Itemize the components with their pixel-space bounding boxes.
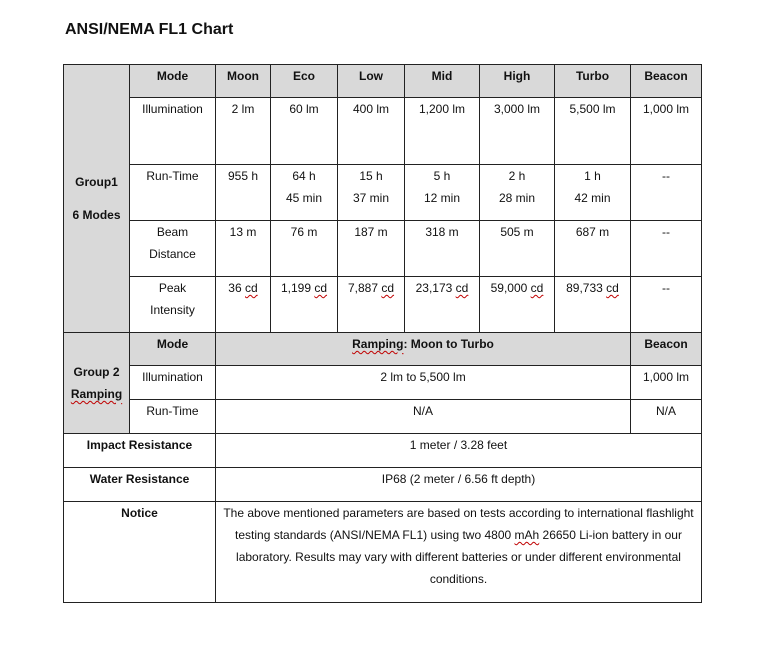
beam-beacon: -- <box>631 221 702 277</box>
runtime-beacon: -- <box>631 165 702 221</box>
peak-high: 59,000 cd <box>480 277 555 333</box>
notice-row <box>64 502 702 603</box>
peak-eco: 1,199 cd <box>271 277 338 333</box>
mode-beacon: Beacon <box>631 65 702 98</box>
runtime-eco: 64 h 45 min <box>271 165 338 221</box>
peak-low: 7,887 cd <box>338 277 405 333</box>
group2-label: Group 2 Ramping <box>64 333 130 434</box>
group2-illumination-row <box>64 366 702 400</box>
page-title: ANSI/NEMA FL1 Chart <box>65 21 234 38</box>
beam-high: 505 m <box>480 221 555 277</box>
water-value: IP68 (2 meter / 6.56 ft depth) <box>216 468 702 502</box>
runtime-mid: 5 h 12 min <box>405 165 480 221</box>
group2-illumination-range: 2 lm to 5,500 lm <box>216 366 631 400</box>
notice-label: Notice <box>64 502 216 603</box>
illumination-mid: 1,200 lm <box>405 98 480 165</box>
illumination-label: Illumination <box>130 98 216 165</box>
impact-label: Impact Resistance <box>64 434 216 468</box>
fl1-spec-table <box>63 64 702 603</box>
illumination-low: 400 lm <box>338 98 405 165</box>
beam-moon: 13 m <box>216 221 271 277</box>
runtime-label: Run-Time <box>130 165 216 221</box>
mode-eco: Eco <box>271 65 338 98</box>
illumination-turbo: 5,500 lm <box>555 98 631 165</box>
beam-turbo: 687 m <box>555 221 631 277</box>
runtime-moon: 955 h <box>216 165 271 221</box>
mode-header: Mode <box>130 65 216 98</box>
group2-mode-header: Mode <box>130 333 216 366</box>
mode-low: Low <box>338 65 405 98</box>
peak-moon: 36 cd <box>216 277 271 333</box>
illumination-beacon: 1,000 lm <box>631 98 702 165</box>
group2-mode-row <box>64 333 702 366</box>
runtime-high: 2 h 28 min <box>480 165 555 221</box>
group2-illumination-beacon: 1,000 lm <box>631 366 702 400</box>
illumination-moon: 2 lm <box>216 98 271 165</box>
mode-turbo: Turbo <box>555 65 631 98</box>
group1-beam-row <box>64 221 702 277</box>
peak-turbo: 89,733 cd <box>555 277 631 333</box>
impact-row <box>64 434 702 468</box>
group2-beacon-header: Beacon <box>631 333 702 366</box>
mode-mid: Mid <box>405 65 480 98</box>
group1-mode-row <box>64 65 702 98</box>
beam-low: 187 m <box>338 221 405 277</box>
group2-runtime-beacon: N/A <box>631 400 702 434</box>
runtime-low: 15 h 37 min <box>338 165 405 221</box>
impact-value: 1 meter / 3.28 feet <box>216 434 702 468</box>
group1-label: Group1 6 Modes <box>64 65 130 333</box>
group1-runtime-row <box>64 165 702 221</box>
group2-runtime-label: Run-Time <box>130 400 216 434</box>
mode-moon: Moon <box>216 65 271 98</box>
beam-eco: 76 m <box>271 221 338 277</box>
group2-runtime-range: N/A <box>216 400 631 434</box>
water-row <box>64 468 702 502</box>
runtime-turbo: 1 h 42 min <box>555 165 631 221</box>
beam-label: Beam Distance <box>130 221 216 277</box>
beam-mid: 318 m <box>405 221 480 277</box>
water-label: Water Resistance <box>64 468 216 502</box>
notice-text: The above mentioned parameters are based on tests according to international flashlight testing standards (ANSI/NEMA FL1) using two 4800 mAh 26650 Li-ion battery in our laboratory. Results may vary with different batteries or under different environmental conditions. <box>216 502 702 603</box>
peak-mid: 23,173 cd <box>405 277 480 333</box>
illumination-eco: 60 lm <box>271 98 338 165</box>
peak-beacon: -- <box>631 277 702 333</box>
illumination-high: 3,000 lm <box>480 98 555 165</box>
mode-high: High <box>480 65 555 98</box>
group2-runtime-row <box>64 400 702 434</box>
peak-label: Peak Intensity <box>130 277 216 333</box>
group1-illumination-row <box>64 98 702 165</box>
group2-illumination-label: Illumination <box>130 366 216 400</box>
ramping-header: Ramping: Moon to Turbo <box>216 333 631 366</box>
group1-peak-row <box>64 277 702 333</box>
